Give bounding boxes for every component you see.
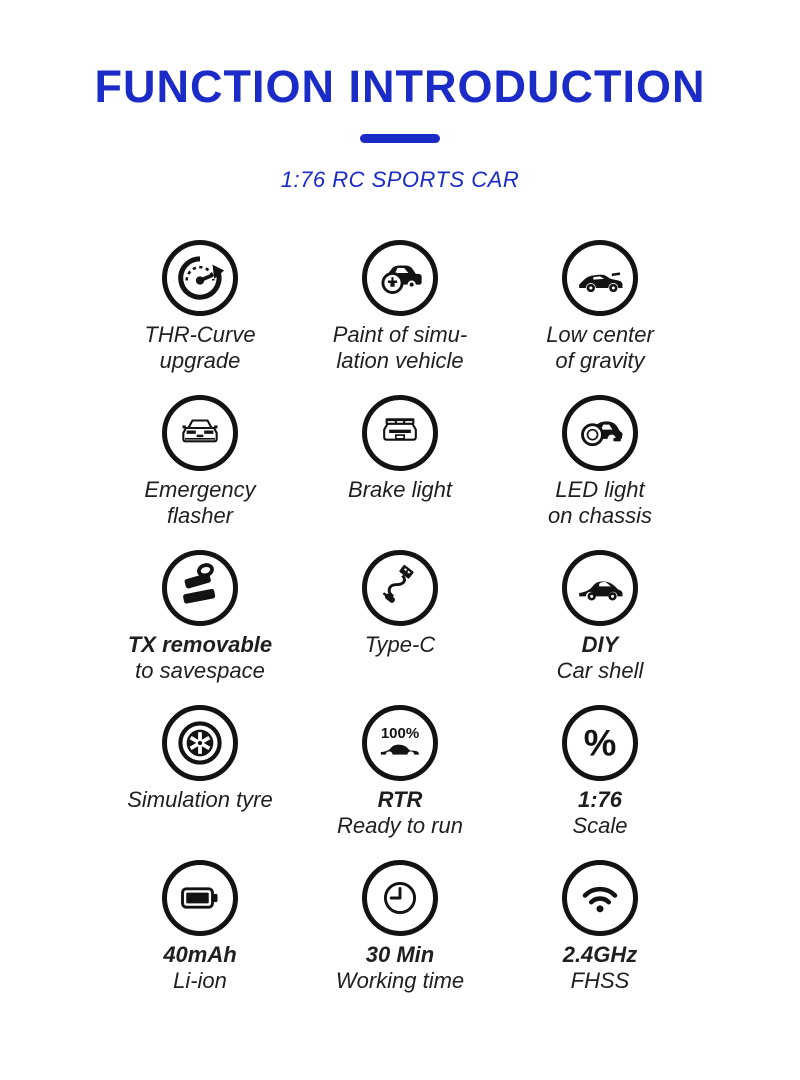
feature-title: 2.4GHz (562, 942, 638, 967)
feature-cell-tx-removable (100, 550, 300, 705)
feature-title: Simulation tyre (127, 787, 273, 812)
feature-cell-fhss (500, 860, 700, 1015)
feature-label (336, 942, 464, 994)
feature-cell-thr-curve (100, 240, 300, 395)
rtr-100-percent-icon (362, 705, 438, 781)
feature-subtitle: flasher (166, 503, 234, 528)
feature-title: DIY (581, 632, 619, 657)
feature-title: Type-C (364, 632, 436, 657)
title-underline (360, 134, 440, 143)
feature-title: Brake light (348, 477, 452, 502)
battery-icon (162, 860, 238, 936)
paint-car-icon (362, 240, 438, 316)
feature-cell-paint (300, 240, 500, 395)
feature-cell-brake-light (300, 395, 500, 550)
page-subtitle: 1:76 RC SPORTS CAR (280, 167, 520, 192)
hundred-percent-text: 100% (380, 725, 420, 742)
feature-subtitle: Ready to run (337, 813, 463, 838)
feature-cell-scale (500, 705, 700, 860)
feature-title: 1:76 (577, 787, 623, 812)
feature-title: 40mAh (163, 942, 237, 967)
feature-label (557, 632, 644, 684)
feature-subtitle: to savespace (135, 658, 265, 683)
feature-cell-simulation-tyre (100, 705, 300, 860)
feature-label (548, 477, 652, 529)
percent-scale-icon (562, 705, 638, 781)
feature-label (128, 632, 272, 684)
feature-label (365, 632, 436, 658)
tyre-icon (162, 705, 238, 781)
feature-label (348, 477, 452, 503)
feature-cell-diy-shell (500, 550, 700, 705)
page-title: FUNCTION INTRODUCTION (94, 61, 706, 112)
feature-title: TX removable (127, 632, 273, 657)
car-underglow-icon (562, 395, 638, 471)
usb-cable-icon (362, 550, 438, 626)
feature-grid (100, 240, 700, 1015)
feature-subtitle: lation vehicle (336, 348, 464, 373)
feature-cell-working-time (300, 860, 500, 1015)
feature-title: LED light (555, 477, 645, 502)
percent-text: % (583, 722, 617, 764)
clock-icon (362, 860, 438, 936)
car-front-icon (162, 395, 238, 471)
feature-title: THR-Curve (144, 322, 256, 347)
feature-subtitle: on chassis (548, 503, 652, 528)
feature-title: Emergency (144, 477, 256, 502)
feature-label (337, 787, 463, 839)
feature-label (163, 942, 236, 994)
feature-label (546, 322, 654, 374)
feature-subtitle: Working time (335, 968, 465, 993)
feature-subtitle: Scale (572, 813, 628, 838)
sports-car-side-icon (562, 240, 638, 316)
feature-cell-emergency-flasher (100, 395, 300, 550)
feature-subtitle: FHSS (570, 968, 630, 993)
feature-subtitle: Li-ion (173, 968, 227, 993)
feature-cell-type-c (300, 550, 500, 705)
feature-title: Low center (546, 322, 654, 347)
feature-label (572, 787, 627, 839)
feature-title: 30 Min (365, 942, 435, 967)
car-rear-icon (362, 395, 438, 471)
feature-cell-low-center (500, 240, 700, 395)
feature-label (144, 322, 255, 374)
feature-title: RTR (377, 787, 423, 812)
feature-subtitle: of gravity (555, 348, 645, 373)
speedometer-upgrade-icon (162, 240, 238, 316)
feature-label (144, 477, 255, 529)
feature-title: Paint of simu- (332, 322, 468, 347)
feature-cell-led-chassis (500, 395, 700, 550)
feature-label (563, 942, 638, 994)
car-shell-icon (562, 550, 638, 626)
feature-label (127, 787, 273, 813)
feature-label (333, 322, 468, 374)
feature-subtitle: upgrade (159, 348, 241, 373)
wifi-icon (562, 860, 638, 936)
feature-cell-rtr (300, 705, 500, 860)
feature-subtitle: Car shell (556, 658, 644, 683)
transmitter-icon (162, 550, 238, 626)
feature-cell-battery (100, 860, 300, 1015)
